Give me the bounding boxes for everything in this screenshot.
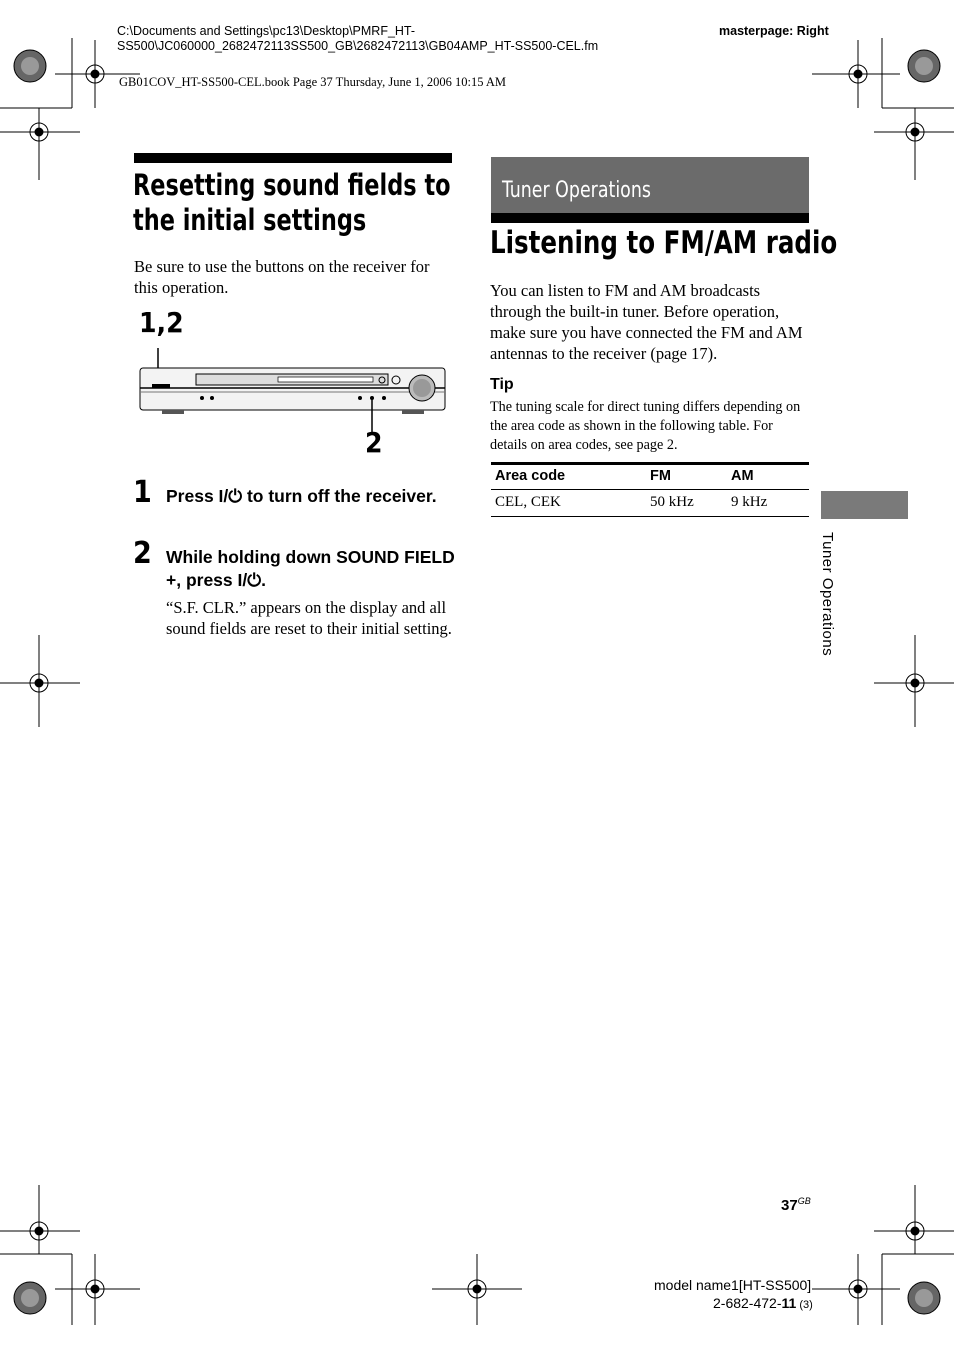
page-number — [781, 1196, 811, 1214]
page-title: Listening to FM/AM radio — [490, 225, 838, 261]
table-cell: 50 kHz — [650, 494, 694, 510]
chapter-tab-label: Tuner Operations — [819, 532, 836, 657]
chapter-tab — [821, 491, 908, 519]
table-rule — [491, 489, 809, 490]
table-header: Area code — [495, 468, 566, 484]
book-info: GB01COV_HT-SS500-CEL.book Page 37 Thursday, June 1, 2006 10:15 AM — [119, 75, 507, 89]
diagram-callout: 2 — [365, 426, 383, 459]
heading-rule — [491, 213, 809, 223]
table-rule — [491, 516, 809, 517]
diagram-steps-label: 1,2 — [139, 306, 184, 339]
table-rule — [491, 462, 809, 465]
intro-text: Be sure to use the buttons on the receiver for this operation. — [134, 257, 430, 297]
section-title — [133, 168, 451, 238]
page-number-value: 37 — [781, 1197, 798, 1214]
step-instruction: Press I/⏻ to turn off the receiver. — [166, 486, 437, 506]
intro-text: You can listen to FM and AM broadcasts through the built-in tuner. Before operation, make sure you have connected the FM and AM antennas to the receiver (page 17). — [490, 281, 803, 363]
receiver-diagram — [138, 340, 448, 440]
file-path-line2: SS500\JC060000_2682472113SS500_GB\2682472113\GB04AMP_HT-SS500-CEL.fm — [117, 39, 599, 53]
step-description: “S.F. CLR.” appears on the display and all sound fields are reset to their initial setting. — [166, 598, 452, 638]
section-title-line1: Resetting sound fields to — [133, 168, 451, 202]
file-path-line1: C:\Documents and Settings\pc13\Desktop\PMRF_HT- — [117, 24, 416, 38]
product-code — [713, 1295, 813, 1311]
step-instruction: While holding down SOUND FIELD +, press I/⏻. — [166, 547, 455, 590]
table-header: FM — [650, 468, 671, 484]
tip-heading: Tip — [490, 376, 514, 393]
table-header: AM — [731, 468, 754, 484]
product-code-bold: 11 — [781, 1295, 797, 1311]
product-code-suffix: (3) — [796, 1299, 813, 1311]
table-cell: CEL, CEK — [495, 494, 561, 510]
section-title-line2: the initial settings — [133, 203, 367, 237]
table-cell: 9 kHz — [731, 494, 768, 510]
model-name: model name1[HT-SS500] — [654, 1277, 812, 1293]
masterpage-label: masterpage: Right — [719, 24, 829, 38]
product-code-prefix: 2-682-472- — [713, 1295, 782, 1311]
step-number: 1 — [133, 475, 152, 510]
section-banner-label: Tuner Operations — [502, 178, 651, 203]
step-number: 2 — [133, 536, 152, 571]
heading-rule — [134, 153, 452, 163]
tip-text: The tuning scale for direct tuning differs depending on the area code as shown in the following table. For details on area codes, see page 2. — [490, 399, 801, 453]
page-number-suffix: GB — [797, 1196, 811, 1206]
